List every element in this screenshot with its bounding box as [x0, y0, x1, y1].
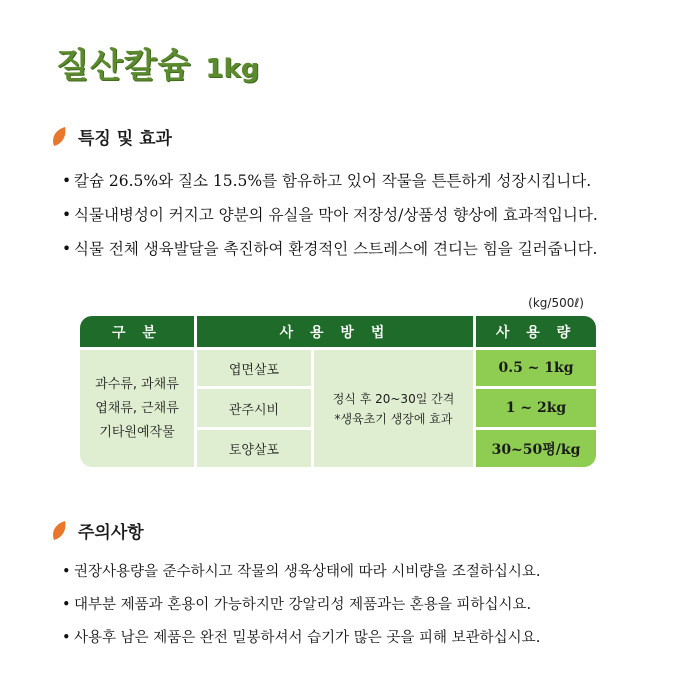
list-item: • 사용후 남은 제품은 완전 밀봉하셔서 습기가 많은 곳을 피해 보관하십시요. — [62, 630, 541, 646]
leaf-icon — [50, 126, 68, 148]
product-name: 질산칼슘 — [56, 46, 192, 86]
product-weight: 1kg — [205, 54, 260, 84]
category-cell: 과수류, 과채류 엽채류, 근채류 기타원예작물 — [80, 350, 194, 467]
list-item: • 권장사용량을 준수하시고 작물의 생육상태에 따라 시비량을 조절하십시요. — [62, 564, 541, 580]
list-item: • 식물 전체 생육발달을 촉진하여 환경적인 스트레스에 견디는 힘을 길러줍니다. — [62, 240, 598, 258]
method-cell: 관주시비 — [197, 389, 311, 427]
list-item: • 대부분 제품과 혼용이 가능하지만 강알리성 제품과는 혼용을 피하십시요. — [62, 597, 532, 613]
amount-cell: 1 ~ 2kg — [476, 389, 596, 427]
leaf-icon — [50, 520, 68, 542]
usage-table — [80, 316, 596, 467]
method-cell: 토양살포 — [197, 430, 311, 467]
header-method: 사 용 방 법 — [197, 316, 473, 347]
list-item: • 식물내병성이 커지고 양분의 유실을 막아 저장성/상품성 향상에 효과적입니다. — [62, 206, 598, 224]
features-list — [62, 164, 598, 266]
unit-note: (kg/500ℓ) — [528, 296, 584, 310]
precautions-list — [62, 556, 540, 655]
method-cell: 엽면살포 — [197, 350, 311, 386]
product-title — [56, 38, 259, 87]
features-heading: 특징 및 효과 — [78, 129, 172, 149]
list-item: • 칼슘 26.5%와 질소 15.5%를 함유하고 있어 작물을 튼튼하게 성장시킵니다. — [62, 172, 592, 190]
header-amount: 사 용 량 — [476, 316, 596, 347]
amount-cell: 0.5 ~ 1kg — [476, 350, 596, 386]
precautions-heading: 주의사항 — [78, 523, 144, 543]
amount-cell: 30~50평/kg — [476, 430, 596, 467]
features-header — [50, 124, 172, 149]
interval-cell: 정식 후 20~30일 간격 *생육초기 생장에 효과 — [314, 350, 473, 467]
header-category: 구 분 — [80, 316, 194, 347]
precautions-header — [50, 518, 144, 543]
